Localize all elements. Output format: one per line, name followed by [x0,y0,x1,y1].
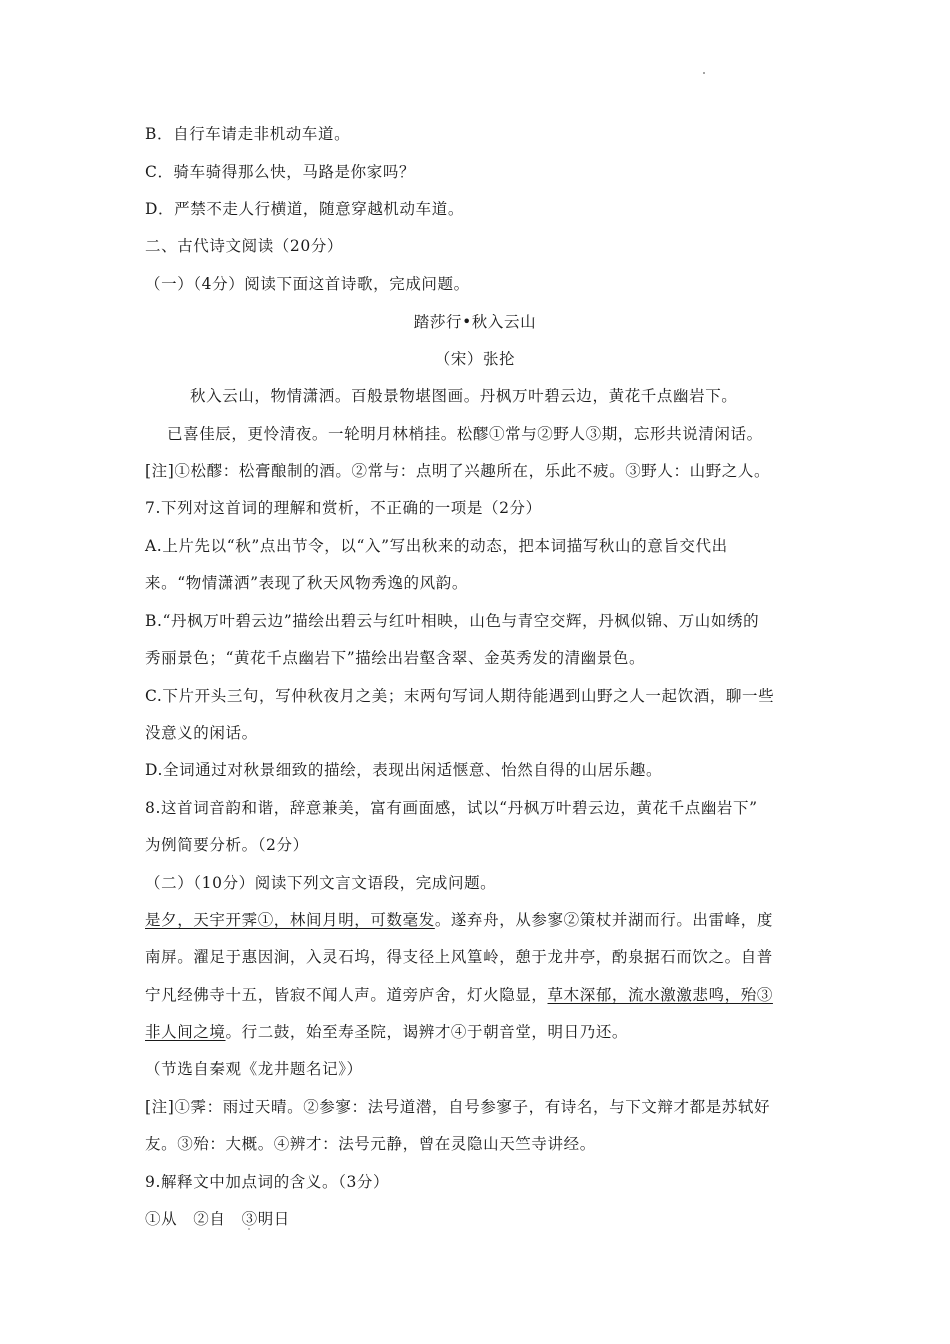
passage-line-2: 南屏。濯足于惠因涧，入灵石坞，得支径上风篁岭，憩于龙井亭，酌泉据石而饮之。自普 [145,948,773,966]
subsection-heading: （一）（4分）阅读下面这首诗歌，完成问题。 [145,275,470,293]
q7-option-b-line-1: B.“丹枫万叶碧云边”描绘出碧云与红叶相映，山色与青空交辉，丹枫似锦、万山如绣的 [145,612,760,630]
option-d-text: D．严禁不走人行横道，随意穿越机动车道。 [145,200,464,218]
passage-notes-line-2: 友。③殆：大概。④辨才：法号元静，曾在灵隐山天竺寺讲经。 [145,1135,596,1153]
passage-line-4 [145,1021,810,1043]
option-c-text: C．骑车骑得那么快，马路是你家吗？ [145,163,416,181]
underlined-sentence-2: 草木深郁，流水激激悲鸣，殆③ [547,986,773,1004]
page-mark [703,72,705,74]
passage-text: 。行二鼓，始至寿圣院，谒辨才④于朝音堂，明日乃还。 [225,1023,629,1041]
q7-option-a-line-2: 来。“物情潇洒”表现了秋天风物秀逸的风韵。 [145,574,468,592]
q7-option-c-line-1: C.下片开头三句，写仲秋夜月之美；末两句写词人期待能遇到山野之人一起饮酒，聊一些 [145,687,775,705]
question-9-items: ①从 ②自 ③明日 [145,1210,290,1228]
section-heading: 二、古代诗文阅读（20分） [145,237,344,255]
question-8-line-2: 为例简要分析。（2分） [145,836,309,854]
q7-option-a-line-1: A.上片先以“秋”点出节令，以“入”写出秋来的动态，把本词描写秋山的意旨交代出 [145,537,728,555]
q7-option-c-line-2: 没意义的闲话。 [145,724,258,742]
poem-author: （宋）张抡 [434,350,516,368]
passage-text: 宁凡经佛寺十五，皆寂不闻人声。道旁庐舍，灯火隐显， [145,986,548,1004]
subsection-2-heading: （二）（10分）阅读下列文言文语段，完成问题。 [145,874,497,892]
question-7: 7.下列对这首词的理解和赏析，不正确的一项是（2分） [145,499,542,517]
underlined-sentence-1: 是夕，天宇开霁①，林间月明，可数毫发 [145,911,435,929]
poem-line-1: 秋入云山，物情潇洒。百般景物堪图画。丹枫万叶碧云边，黄花千点幽岩下。 [190,387,738,405]
question-9: 9.解释文中加点词的含义。（3分） [145,1173,390,1191]
passage-source: （节选自秦观《龙井题名记》） [145,1060,363,1078]
q7-option-b-line-2: 秀丽景色；“黄花千点幽岩下”描绘出岩壑含翠、金英秀发的清幽景色。 [145,649,646,667]
page-mark [248,1228,250,1230]
passage-text: 。遂弃舟，从参寥②策杖并湖而行。出雷峰，度 [434,911,773,929]
passage-line-3 [145,984,810,1006]
question-8-line-1: 8.这首词音韵和谐，辞意兼美，富有画面感，试以“丹枫万叶碧云边，黄花千点幽岩下” [145,799,758,817]
poem-line-2: 已喜佳辰，更怜清夜。一轮明月林梢挂。松醪①常与②野人③期，忘形共说清闲话。 [167,425,763,443]
poem-notes: [注]①松醪：松膏酿制的酒。②常与：点明了兴趣所在，乐此不疲。③野人：山野之人。 [145,462,771,480]
q7-option-d: D.全词通过对秋景细致的描绘，表现出闲适惬意、怡然自得的山居乐趣。 [145,761,663,779]
passage-line-1 [145,909,810,931]
poem-title: 踏莎行•秋入云山 [413,313,537,331]
passage-notes-line-1: [注]①霁：雨过天晴。②参寥：法号道潜，自号参寥子，有诗名，与下文辩才都是苏轼好 [145,1098,771,1116]
option-b-text: B．自行车请走非机动车道。 [145,125,351,143]
underlined-sentence-2-end: 非人间之境 [145,1023,226,1041]
